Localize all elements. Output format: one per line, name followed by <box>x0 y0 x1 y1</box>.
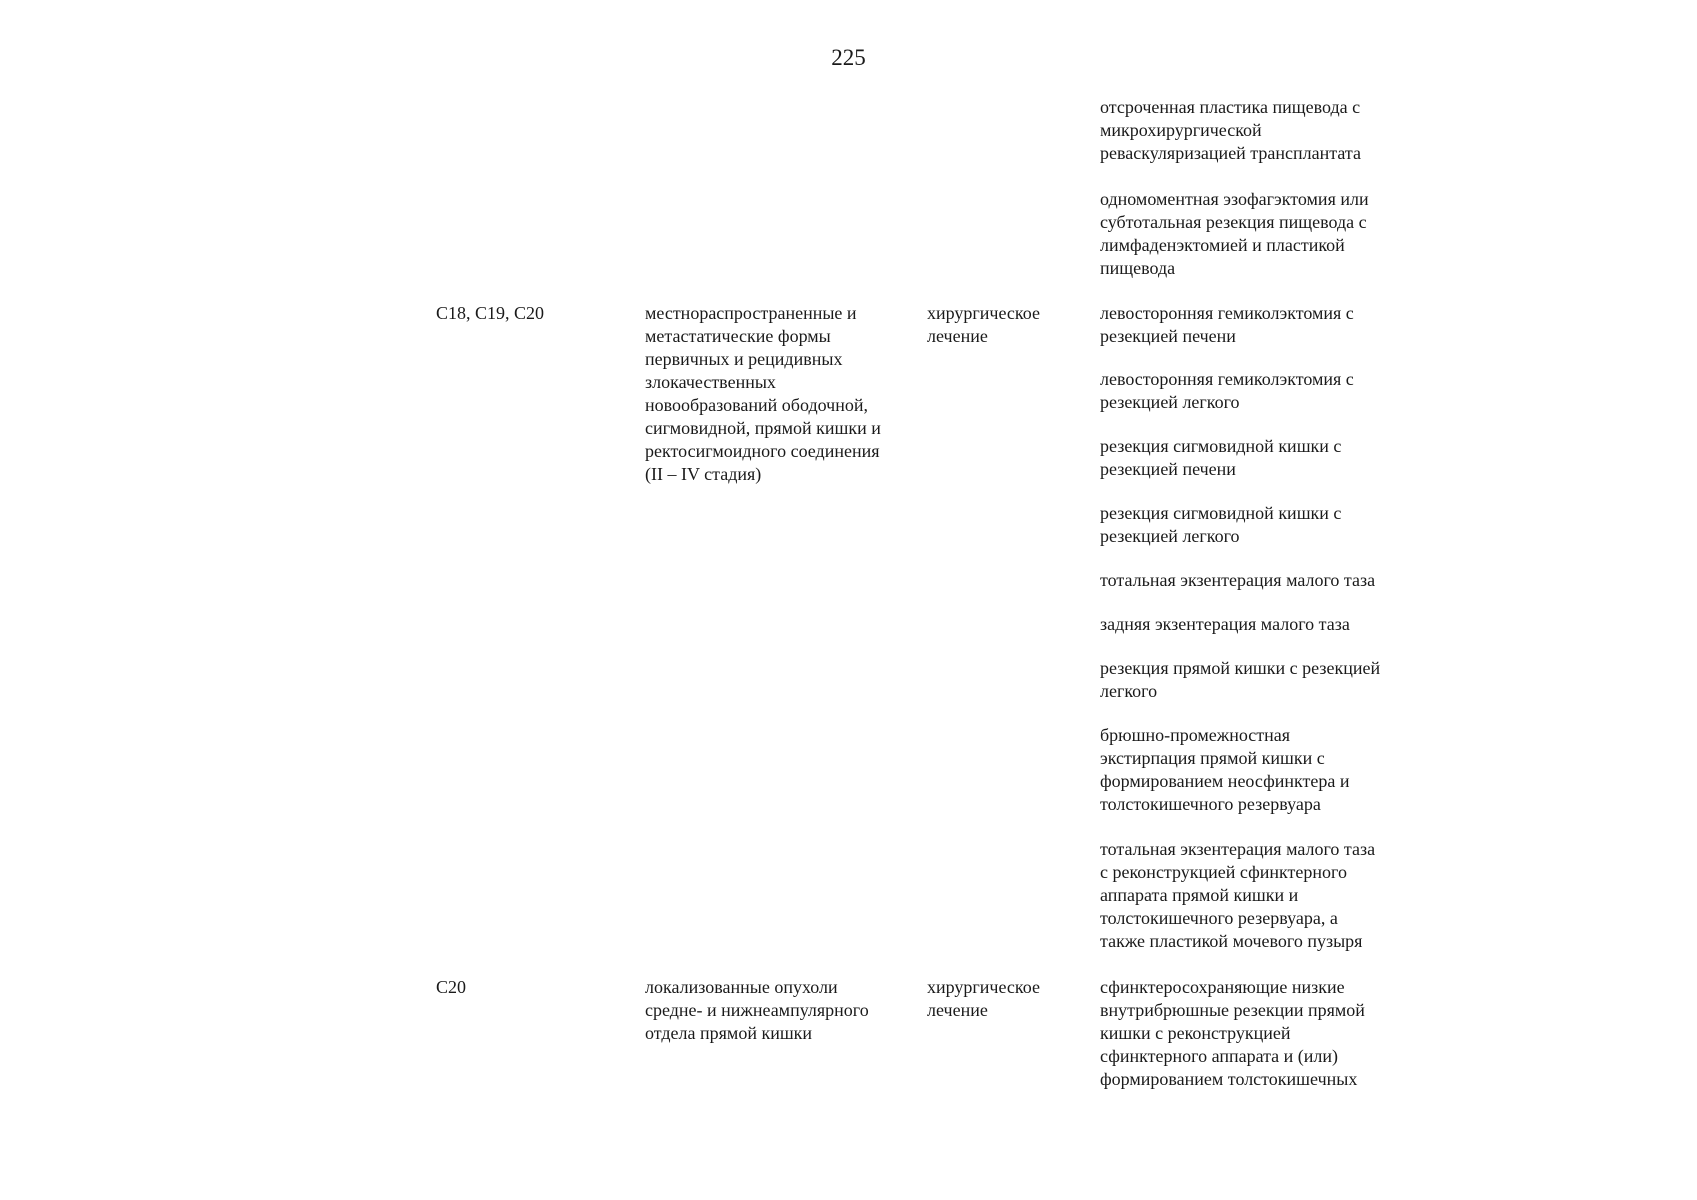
page-number: 225 <box>831 45 866 70</box>
method-item: резекция сигмовидной кишки с резекцией легкого <box>1100 503 1342 546</box>
method-item: левосторонняя гемиколэктомия с резекцией печени <box>1100 303 1354 346</box>
treatment-type: хирургическое лечение <box>927 977 1040 1020</box>
method-item: одномоментная эзофагэктомия или субтотальная резекция пищевода с лимфаденэктомией и пластикой пищевода <box>1100 189 1369 278</box>
diagnosis-text: местнораспространенные и метастатические формы первичных и рецидивных злокачественных новообразований ободочной, сигмовидной, прямой кишки и ректосигмоидного соединения (II – IV стадия) <box>645 303 881 484</box>
method-item: резекция прямой кишки с резекцией легкого <box>1100 658 1381 701</box>
method-item: тотальная экзентерация малого таза с реконструкцией сфинктерного аппарата прямой кишки и толстокишечного резервуара, а также пластикой мочевого пузыря <box>1100 839 1376 951</box>
method-item: тотальная экзентерация малого таза <box>1100 570 1376 590</box>
treatment-type: хирургическое лечение <box>927 303 1040 346</box>
method-item: сфинктеросохраняющие низкие внутрибрюшные резекции прямой кишки с реконструкцией сфинктерного аппарата и (или) формированием толстокишечных <box>1100 977 1365 1089</box>
diagnosis-text: локализованные опухоли средне- и нижнеампулярного отдела прямой кишки <box>645 977 869 1043</box>
method-item: брюшно-промежностная экстирпация прямой кишки с формированием неосфинктера и толстокишечного резервуара <box>1100 725 1350 814</box>
method-item: резекция сигмовидной кишки с резекцией печени <box>1100 436 1342 479</box>
icd-code: C20 <box>436 977 467 997</box>
icd-code: C18, C19, C20 <box>436 303 545 323</box>
method-item: левосторонняя гемиколэктомия с резекцией легкого <box>1100 369 1354 412</box>
method-item: задняя экзентерация малого таза <box>1100 614 1350 634</box>
method-item: отсроченная пластика пищевода с микрохирургической реваскуляризацией трансплантата <box>1100 97 1361 163</box>
